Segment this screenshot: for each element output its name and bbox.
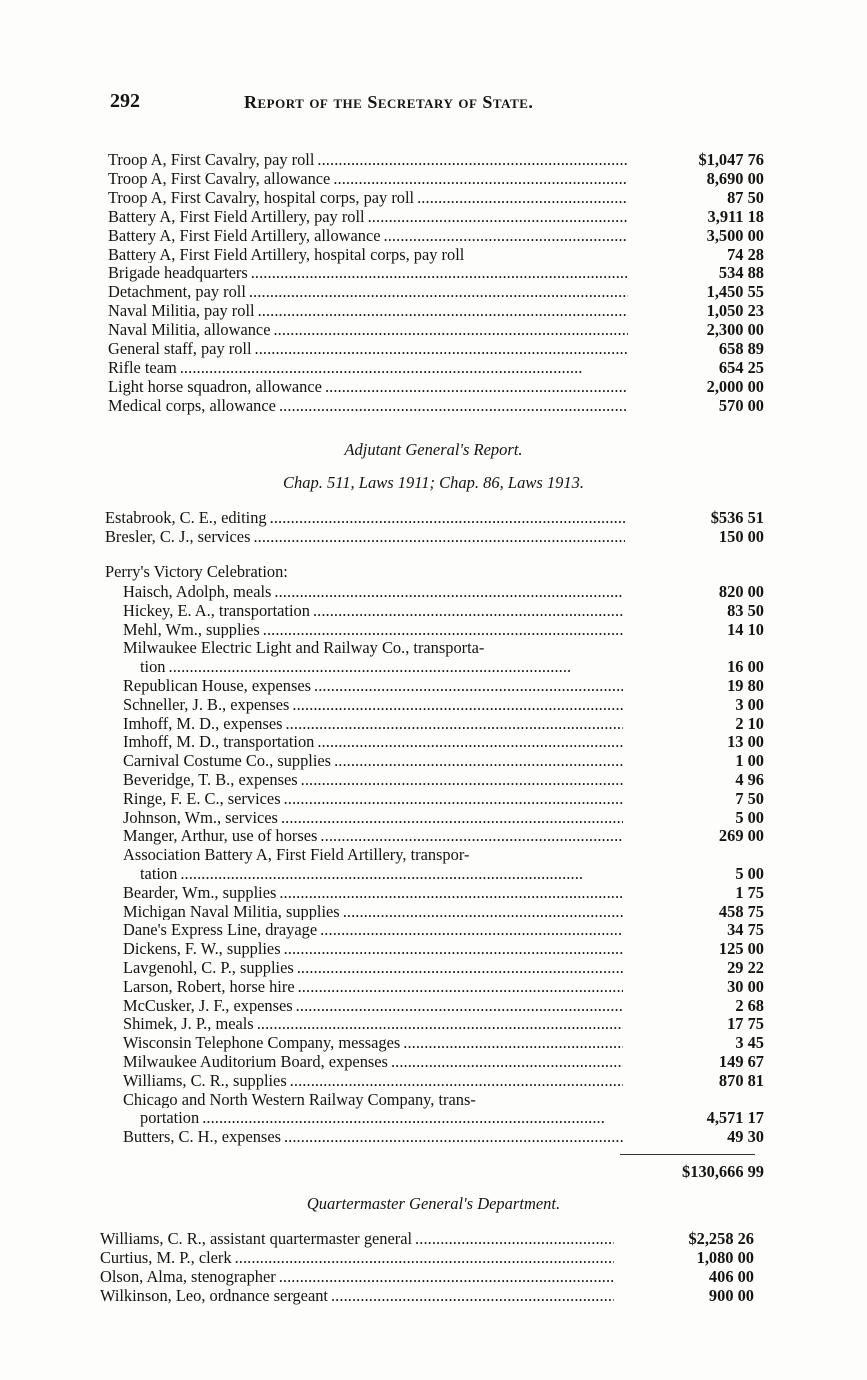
ledger-row	[123, 1052, 764, 1071]
ledger-row	[140, 864, 764, 883]
row-amount: 900 00	[708, 1285, 754, 1305]
ledger-row	[123, 789, 764, 808]
ledger-row	[123, 770, 764, 789]
ledger-row	[123, 601, 764, 620]
row-label: Dane's Express Line, drayage . . .	[123, 920, 623, 939]
ledger-row	[100, 1248, 754, 1267]
ledger-line	[123, 845, 643, 864]
row-amount: 2,300 00	[706, 320, 764, 340]
ledger-row	[123, 582, 764, 601]
row-label: Wilkinson, Leo, ordnance sergeant . . .	[100, 1286, 614, 1305]
ledger-row	[140, 657, 764, 676]
row-amount: $2,258 26	[688, 1229, 754, 1248]
row-amount: $536 51	[710, 508, 764, 527]
ledger-line	[123, 1090, 643, 1109]
ledger-line	[105, 562, 505, 581]
ledger-row	[123, 902, 764, 921]
ledger-row	[123, 676, 764, 695]
row-amount: 14 10	[727, 619, 764, 639]
ledger-row	[123, 808, 764, 827]
row-label: Beveridge, T. B., expenses . . .	[123, 770, 623, 789]
row-amount: 29 22	[727, 958, 764, 977]
row-label: Republican House, expenses . . .	[123, 676, 623, 695]
row-label: tion . . .	[140, 657, 622, 676]
row-amount: 30 00	[727, 976, 764, 996]
row-label: Bearder, Wm., supplies . . .	[123, 883, 623, 902]
row-amount: 7 50	[735, 788, 764, 808]
row-label: Perry's Victory Celebration:	[105, 562, 505, 581]
ledger-row	[105, 508, 764, 527]
ledger-row	[108, 358, 764, 377]
ledger-row	[123, 826, 764, 845]
row-label: Hickey, E. A., transportation . . .	[123, 601, 623, 620]
row-label: Detachment, pay roll . . .	[108, 282, 628, 301]
row-amount: 3 00	[735, 694, 764, 714]
ledger-row	[123, 714, 764, 733]
row-amount: 3,500 00	[706, 225, 764, 245]
row-amount: 1 00	[735, 751, 764, 771]
ledger-row	[108, 207, 764, 226]
row-label: Imhoff, M. D., transportation . . .	[123, 732, 623, 751]
row-label: General staff, pay roll . . .	[108, 339, 628, 358]
ledger-row	[100, 1229, 754, 1248]
ledger-row	[123, 751, 764, 770]
total-rule	[620, 1154, 755, 1155]
row-amount: 458 75	[718, 901, 764, 921]
ledger-row	[105, 527, 764, 546]
row-amount: 1 75	[735, 882, 764, 902]
row-amount: 2,000 00	[706, 376, 764, 396]
row-label: Bresler, C. J., services . . .	[105, 527, 625, 546]
row-amount: 125 00	[718, 939, 764, 959]
row-amount: 1,450 55	[706, 282, 764, 302]
ledger-row	[108, 396, 764, 415]
running-head: Report of the Secretary of State.	[244, 92, 534, 112]
row-label: Milwaukee Auditorium Board, expenses . . .	[123, 1052, 623, 1071]
row-label: Ringe, F. E. C., services . . .	[123, 789, 623, 808]
ledger-row	[123, 1071, 764, 1090]
total-amount: $130,666 99	[682, 1162, 764, 1181]
ledger-line	[123, 638, 643, 657]
row-amount: 4 96	[735, 770, 764, 789]
row-label: Medical corps, allowance . . .	[108, 396, 628, 415]
ledger-row	[123, 1033, 764, 1052]
row-label: McCusker, J. F., expenses . . .	[123, 996, 623, 1015]
row-label: Schneller, J. B., expenses . . .	[123, 695, 623, 714]
row-label: Larson, Robert, horse hire . . .	[123, 977, 623, 996]
ledger-row	[123, 920, 764, 939]
ledger-row	[108, 320, 764, 339]
page-number: 292	[110, 90, 140, 112]
ledger-row	[123, 732, 764, 751]
ledger-row	[123, 695, 764, 714]
row-label: Chicago and North Western Railway Company, trans-	[123, 1090, 643, 1109]
row-amount: 19 80	[727, 676, 764, 695]
row-label: Olson, Alma, stenographer . . .	[100, 1267, 614, 1286]
row-amount: 2 10	[735, 713, 764, 733]
ledger-row	[108, 377, 764, 396]
ledger-row	[123, 1014, 764, 1033]
row-label: Estabrook, C. E., editing . . .	[105, 508, 625, 527]
row-amount: 49 30	[727, 1127, 764, 1147]
row-label: Naval Militia, pay roll . . .	[108, 301, 628, 320]
row-label: Milwaukee Electric Light and Railway Co., transporta-	[123, 638, 643, 657]
row-amount: 3 45	[735, 1033, 764, 1053]
row-label: Brigade headquarters . . .	[108, 263, 628, 282]
row-label: Manger, Arthur, use of horses . . .	[123, 826, 623, 845]
row-amount: 870 81	[718, 1070, 764, 1090]
row-amount: 83 50	[727, 600, 764, 620]
ledger-row	[108, 301, 764, 320]
row-amount: 34 75	[727, 920, 764, 940]
row-label: Troop A, First Cavalry, pay roll . . .	[108, 150, 628, 169]
row-amount: 150 00	[718, 527, 764, 546]
ledger-row	[108, 263, 764, 282]
row-amount: 406 00	[708, 1266, 754, 1286]
row-amount: 654 25	[718, 357, 764, 377]
row-amount: 658 89	[718, 339, 764, 358]
ledger-row	[108, 169, 764, 188]
row-label: Curtius, M. P., clerk . . .	[100, 1248, 614, 1267]
row-label: Mehl, Wm., supplies . . .	[123, 620, 623, 639]
row-amount: 8,690 00	[706, 168, 764, 188]
row-label: Imhoff, M. D., expenses . . .	[123, 714, 623, 733]
row-amount: 534 88	[718, 263, 764, 283]
ledger-row	[100, 1267, 754, 1286]
row-amount: 16 00	[727, 657, 764, 677]
row-amount: 269 00	[718, 826, 764, 846]
row-label: Battery A, First Field Artillery, pay roll . . .	[108, 207, 628, 226]
ledger-row	[123, 1127, 764, 1146]
ledger-row	[108, 226, 764, 245]
row-amount: 1,050 23	[706, 301, 764, 321]
row-amount: $1,047 76	[698, 150, 764, 169]
row-amount: 820 00	[718, 582, 764, 601]
row-amount: 5 00	[735, 807, 764, 827]
ledger-row	[123, 620, 764, 639]
heading-adjutant: Adjutant General's Report.	[344, 440, 523, 459]
row-label: Battery A, First Field Artillery, allowance . . .	[108, 226, 628, 245]
ledger-row	[108, 188, 764, 207]
heading-chapter: Chap. 511, Laws 1911; Chap. 86, Laws 1913.	[282, 473, 584, 492]
row-label: Michigan Naval Militia, supplies . . .	[123, 902, 623, 921]
ledger-row	[140, 1108, 764, 1127]
row-label: portation . . .	[140, 1108, 622, 1127]
row-label: tation . . .	[140, 864, 622, 883]
row-label: Troop A, First Cavalry, hospital corps, pay roll . . .	[108, 188, 628, 207]
row-amount: 74 28	[727, 244, 764, 264]
row-label: Carnival Costume Co., supplies . . .	[123, 751, 623, 770]
row-label: Johnson, Wm., services . . .	[123, 808, 623, 827]
ledger-row	[108, 339, 764, 358]
row-amount: 17 75	[727, 1014, 764, 1034]
row-amount: 570 00	[718, 395, 764, 415]
ledger-row	[123, 977, 764, 996]
row-amount: 87 50	[727, 187, 764, 207]
row-amount: 4,571 17	[706, 1108, 764, 1128]
row-label: Troop A, First Cavalry, allowance . . .	[108, 169, 628, 188]
row-label: Naval Militia, allowance . . .	[108, 320, 628, 339]
ledger-row	[123, 996, 764, 1015]
heading-quartermaster: Quartermaster General's Department.	[306, 1194, 561, 1213]
row-label: Lavgenohl, C. P., supplies . . .	[123, 958, 623, 977]
row-label: Wisconsin Telephone Company, messages . . .	[123, 1033, 623, 1052]
ledger-row	[108, 245, 764, 264]
row-label: Haisch, Adolph, meals . . .	[123, 582, 623, 601]
row-label: Williams, C. R., assistant quartermaster general . . .	[100, 1229, 614, 1248]
grand-total	[600, 1162, 764, 1181]
row-amount: 2 68	[735, 995, 764, 1015]
ledger-row	[108, 282, 764, 301]
row-label: Association Battery A, First Field Artillery, transpor-	[123, 845, 643, 864]
row-label: Light horse squadron, allowance . . .	[108, 377, 628, 396]
row-amount: 5 00	[735, 864, 764, 883]
ledger-row	[123, 939, 764, 958]
ledger-row	[108, 150, 764, 169]
row-amount: 1,080 00	[696, 1247, 754, 1267]
row-label: Shimek, J. P., meals . . .	[123, 1014, 623, 1033]
ledger-row	[123, 883, 764, 902]
row-label: Butters, C. H., expenses . . .	[123, 1127, 623, 1146]
row-amount: 3,911 18	[707, 206, 764, 226]
row-amount: 149 67	[718, 1052, 764, 1071]
row-label: Dickens, F. W., supplies . . .	[123, 939, 623, 958]
ledger-row	[100, 1286, 754, 1305]
row-label: Battery A, First Field Artillery, hospital corps, pay roll	[108, 245, 628, 264]
row-label: Williams, C. R., supplies . . .	[123, 1071, 623, 1090]
ledger-row	[123, 958, 764, 977]
row-amount: 13 00	[727, 732, 764, 752]
row-label: Rifle team . . .	[108, 358, 628, 377]
